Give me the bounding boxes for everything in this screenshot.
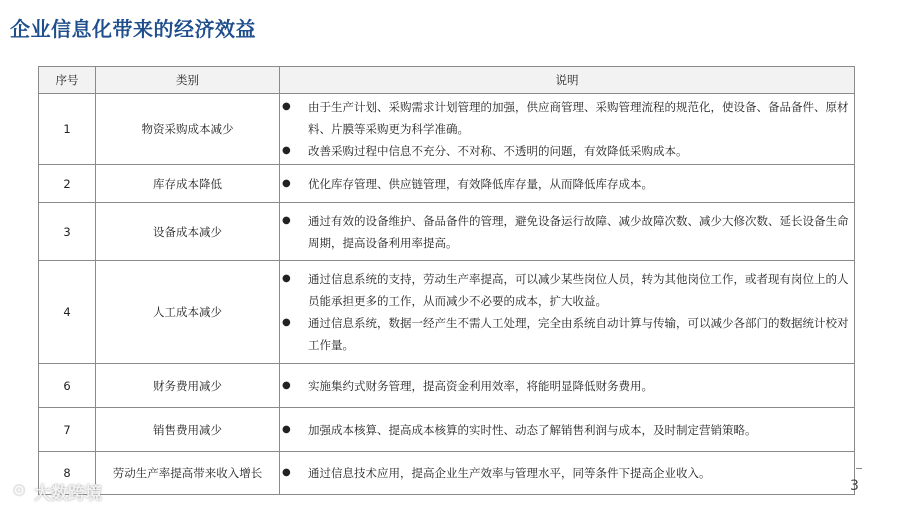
bullet-item: ● 实施集约式财务管理，提高资金利用效率，将能明显降低财务费用。 [280, 375, 854, 397]
bullet-list [280, 210, 854, 254]
table-row [39, 261, 855, 364]
page-number: 3 [850, 478, 859, 494]
bullet-item: ● 加强成本核算、提高成本核算的实时性、动态了解销售利润与成本，及时制定营销策略。 [280, 419, 854, 441]
table-row [39, 94, 855, 165]
row-description [280, 203, 855, 261]
bullet-item: ● 通过有效的设备维护、备品备件的管理，避免设备运行故障、减少故障次数、减少大修次数、延长设备生命周期，提高设备利用率提高。 [280, 210, 854, 254]
row-description [280, 94, 855, 165]
table-row [39, 364, 855, 408]
bullet-item: ● 改善采购过程中信息不充分、不对称、不透明的问题，有效降低采购成本。 [280, 140, 854, 162]
bullet-item: ● 通过信息系统的支持，劳动生产率提高，可以减少某些岗位人员，转为其他岗位工作，或者现有岗位上的人员能承担更多的工作，从而减少不必要的成本，扩大收益。 [280, 268, 854, 312]
row-number: 1 [39, 94, 96, 165]
table-row [39, 452, 855, 495]
row-number: 3 [39, 203, 96, 261]
row-number: 8 [39, 452, 96, 495]
row-number: 4 [39, 261, 96, 364]
bullet-list [280, 268, 854, 356]
watermark-text: 大数跨境 [34, 484, 102, 504]
bullet-list [280, 419, 854, 441]
table-header-row [39, 67, 855, 94]
row-category: 财务费用减少 [96, 364, 280, 408]
row-category: 物资采购成本减少 [96, 94, 280, 165]
table-row [39, 408, 855, 452]
watermark-logo-icon: ◎ [12, 480, 26, 498]
bullet-item: ● 通过信息技术应用，提高企业生产效率与管理水平，同等条件下提高企业收入。 [280, 462, 854, 484]
table-row [39, 165, 855, 203]
page-title: 企业信息化带来的经济效益 [10, 17, 256, 41]
table-body [39, 94, 855, 495]
table-edge-line [856, 468, 862, 469]
row-number: 6 [39, 364, 96, 408]
header-no: 序号 [39, 67, 96, 94]
row-description [280, 364, 855, 408]
row-category: 库存成本降低 [96, 165, 280, 203]
benefits-table [38, 66, 855, 495]
bullet-list [280, 462, 854, 484]
bullet-item: ● 由于生产计划、采购需求计划管理的加强，供应商管理、采购管理流程的规范化，使设备、备品备件、原材料、片膜等采购更为科学准确。 [280, 96, 854, 140]
bullet-list [280, 96, 854, 162]
row-description [280, 408, 855, 452]
row-number: 7 [39, 408, 96, 452]
header-desc: 说明 [280, 67, 855, 94]
bullet-list [280, 173, 854, 195]
header-category: 类别 [96, 67, 280, 94]
bullet-item: ● 通过信息系统，数据一经产生不需人工处理，完全由系统自动计算与传输，可以减少各部门的数据统计校对工作量。 [280, 312, 854, 356]
row-description [280, 165, 855, 203]
table-row [39, 203, 855, 261]
row-category: 设备成本减少 [96, 203, 280, 261]
row-number: 2 [39, 165, 96, 203]
row-category: 人工成本减少 [96, 261, 280, 364]
row-category: 销售费用减少 [96, 408, 280, 452]
row-description [280, 261, 855, 364]
bullet-item: ● 优化库存管理、供应链管理，有效降低库存量，从而降低库存成本。 [280, 173, 854, 195]
row-description [280, 452, 855, 495]
row-category: 劳动生产率提高带来收入增长 [96, 452, 280, 495]
bullet-list [280, 375, 854, 397]
